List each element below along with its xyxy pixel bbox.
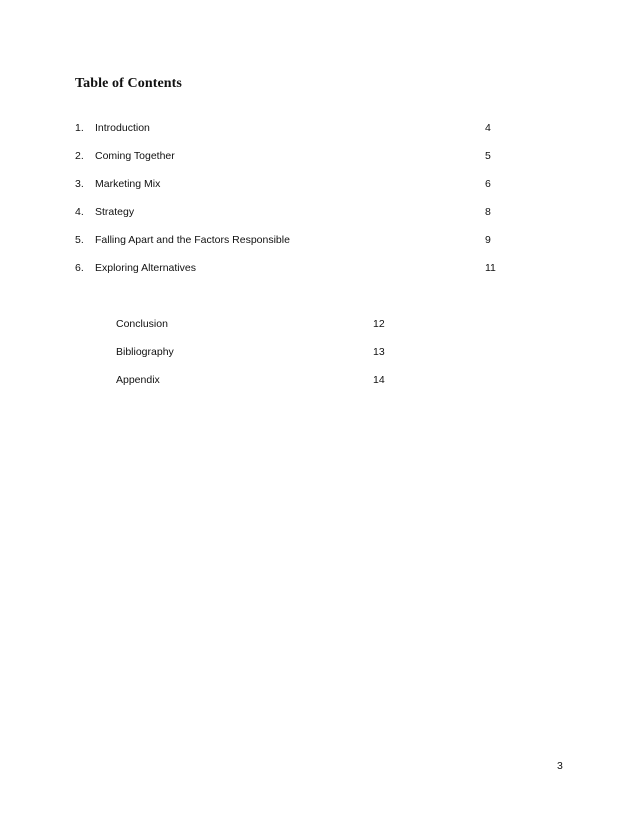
toc-extra-page: 12 <box>373 318 385 330</box>
toc-extra-entry <box>0 372 638 388</box>
toc-extra-entry <box>0 344 638 360</box>
toc-entry-page: 9 <box>485 234 491 246</box>
toc-entry-number: 4. <box>75 206 84 218</box>
toc-entry <box>0 232 638 248</box>
toc-extra-page: 13 <box>373 346 385 358</box>
toc-extra-label: Bibliography <box>116 346 174 358</box>
toc-entry-label: Introduction <box>95 122 150 134</box>
toc-extra-label: Conclusion <box>116 318 168 330</box>
toc-entry <box>0 120 638 136</box>
toc-entry-label: Exploring Alternatives <box>95 262 196 274</box>
page-number: 3 <box>557 760 563 772</box>
toc-entry-page: 8 <box>485 206 491 218</box>
toc-extra-page: 14 <box>373 374 385 386</box>
toc-entry-page: 4 <box>485 122 491 134</box>
toc-title: Table of Contents <box>75 76 182 91</box>
toc-entry-number: 5. <box>75 234 84 246</box>
toc-entry-number: 6. <box>75 262 84 274</box>
toc-entry <box>0 148 638 164</box>
toc-entry-page: 6 <box>485 178 491 190</box>
toc-extra-entry <box>0 316 638 332</box>
toc-entry-label: Falling Apart and the Factors Responsible <box>95 234 290 246</box>
toc-entry-number: 2. <box>75 150 84 162</box>
toc-entry-number: 3. <box>75 178 84 190</box>
toc-entry-label: Coming Together <box>95 150 175 162</box>
toc-entry-number: 1. <box>75 122 84 134</box>
toc-entry-page: 11 <box>485 262 496 274</box>
toc-entry <box>0 176 638 192</box>
toc-extra-label: Appendix <box>116 374 160 386</box>
toc-entry-label: Marketing Mix <box>95 178 161 190</box>
toc-entry <box>0 204 638 220</box>
toc-entry-label: Strategy <box>95 206 135 218</box>
toc-entry-page: 5 <box>485 150 491 162</box>
toc-entry <box>0 260 638 276</box>
